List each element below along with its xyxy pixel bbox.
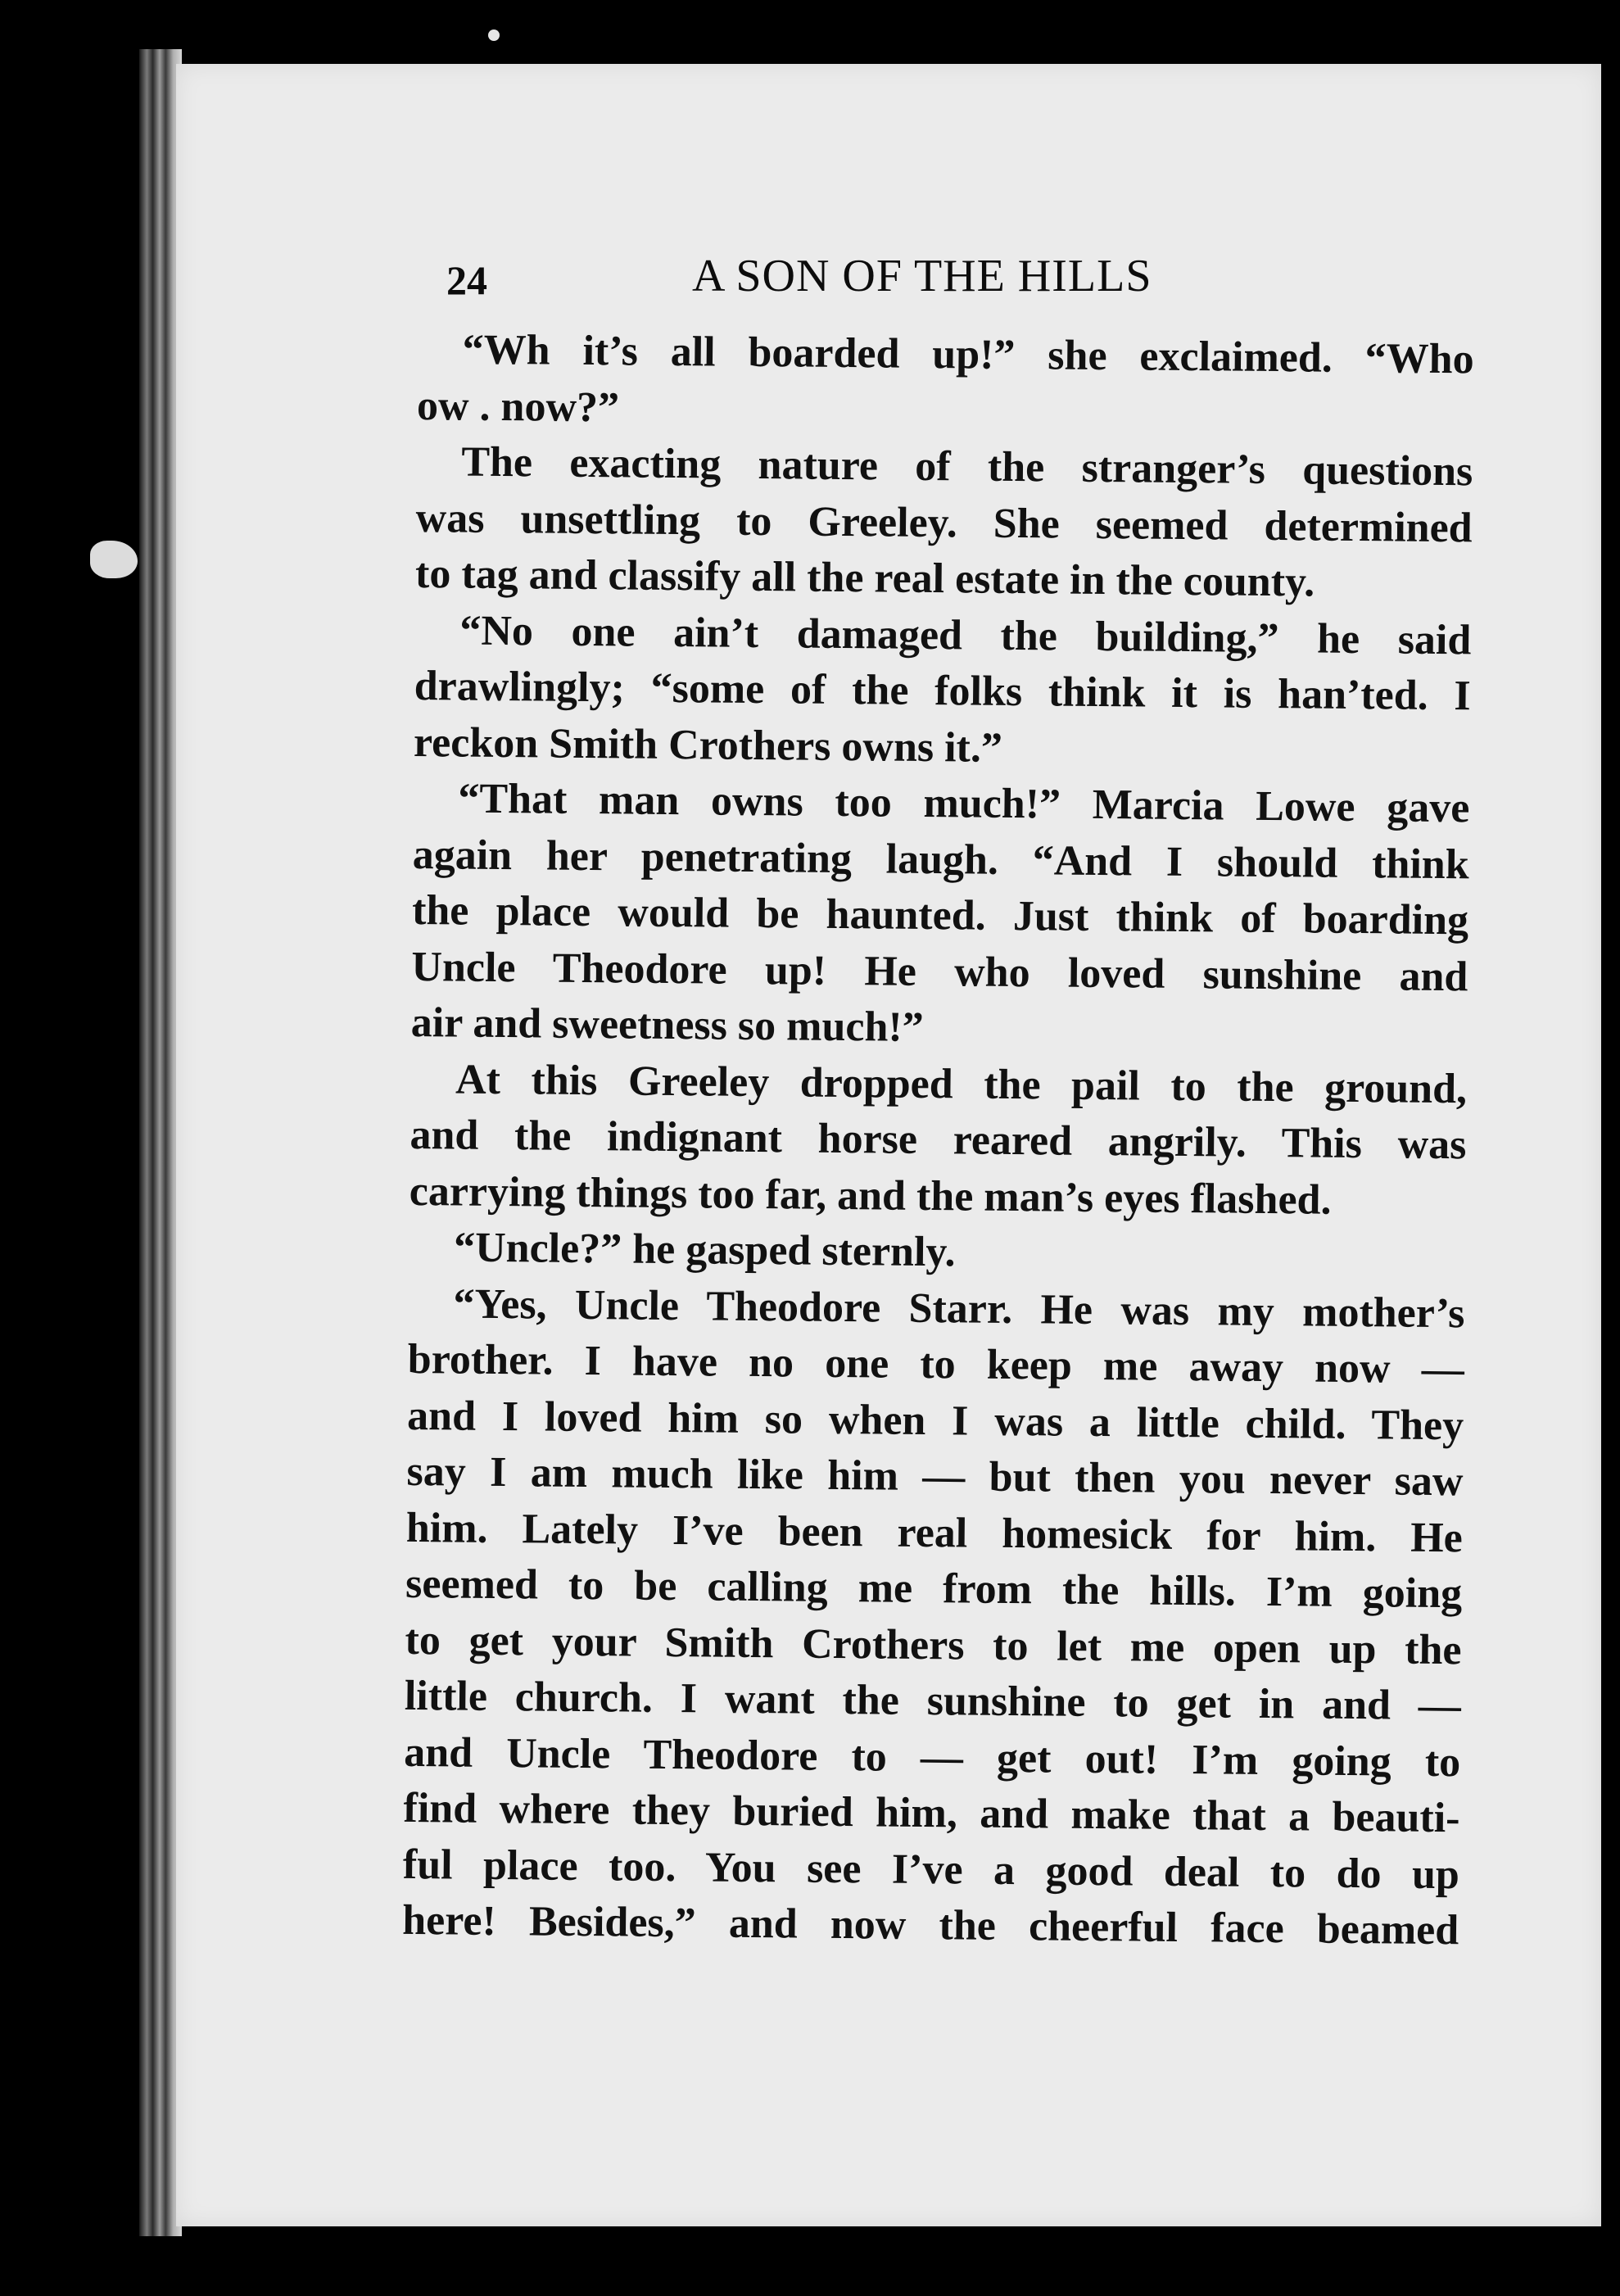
text-line: say I am much like him — but then you never saw <box>406 1447 1464 1506</box>
text-line: and I loved him so when I was a little child. They <box>406 1392 1464 1449</box>
text-line: him. Lately I’ve been real homesick for him. He <box>405 1504 1464 1561</box>
text-line: little church. I want the sunshine to get in and — <box>404 1672 1462 1730</box>
text-line: “That man owns too much!” Marcia Lowe gave <box>458 775 1470 832</box>
text-line: to tag and classify all the real estate in the county. <box>414 550 1315 606</box>
text-line: reckon Smith Crothers owns it.” <box>413 718 1003 772</box>
text-line: carrying things too far, and the man’s eyes flashed. <box>409 1167 1332 1224</box>
text-line: drawlingly; “some of the folks think it is han’ted. I <box>414 662 1471 720</box>
text-line: and the indignant horse reared angrily. This was <box>410 1111 1467 1169</box>
text-line: ow . now?” <box>416 382 620 431</box>
text-line: seemed to be calling me from the hills. I’m going <box>405 1560 1463 1618</box>
page-header <box>446 250 1265 315</box>
text-line: here! Besides,” and now the cheerful face beamed <box>401 1896 1459 1954</box>
margin-smudge <box>90 541 138 578</box>
text-line: “No one ain’t damaged the building,” he said <box>459 607 1472 663</box>
text-line: again her penetrating laugh. “And I should think <box>412 831 1469 888</box>
text-line: and Uncle Theodore to — get out! I’m going to <box>403 1728 1461 1786</box>
scan-speck <box>488 29 500 41</box>
text-line: to get your Smith Crothers to let me open up the <box>405 1616 1462 1673</box>
text-line: At this Greeley dropped the pail to the ground, <box>455 1055 1468 1112</box>
text-line: “Uncle?” he gasped sternly. <box>453 1224 956 1276</box>
text-line: the place would be haunted. Just think of boarding <box>411 886 1469 944</box>
page-number: 24 <box>446 257 487 303</box>
running-title: A SON OF THE HILLS <box>692 251 1152 301</box>
text-line: ful place too. You see I’ve a good deal to do up <box>402 1841 1460 1898</box>
text-line: air and sweetness so much!” <box>410 999 925 1051</box>
text-line: “Yes, Uncle Theodore Starr. He was my mother’s <box>453 1279 1465 1337</box>
text-line: find where they buried him, and make that a beauti- <box>403 1784 1460 1842</box>
text-line: “Wh it’s all boarded up!” she exclaimed. “Who <box>462 326 1474 383</box>
text-line: brother. I have no one to keep me away now — <box>407 1335 1465 1393</box>
text-line: Uncle Theodore up! He who loved sunshine and <box>411 943 1468 1000</box>
text-line: was unsettling to Greeley. She seemed determined <box>415 494 1473 551</box>
body-text <box>402 322 1474 1959</box>
text-line: The exacting nature of the stranger’s questions <box>461 438 1473 496</box>
